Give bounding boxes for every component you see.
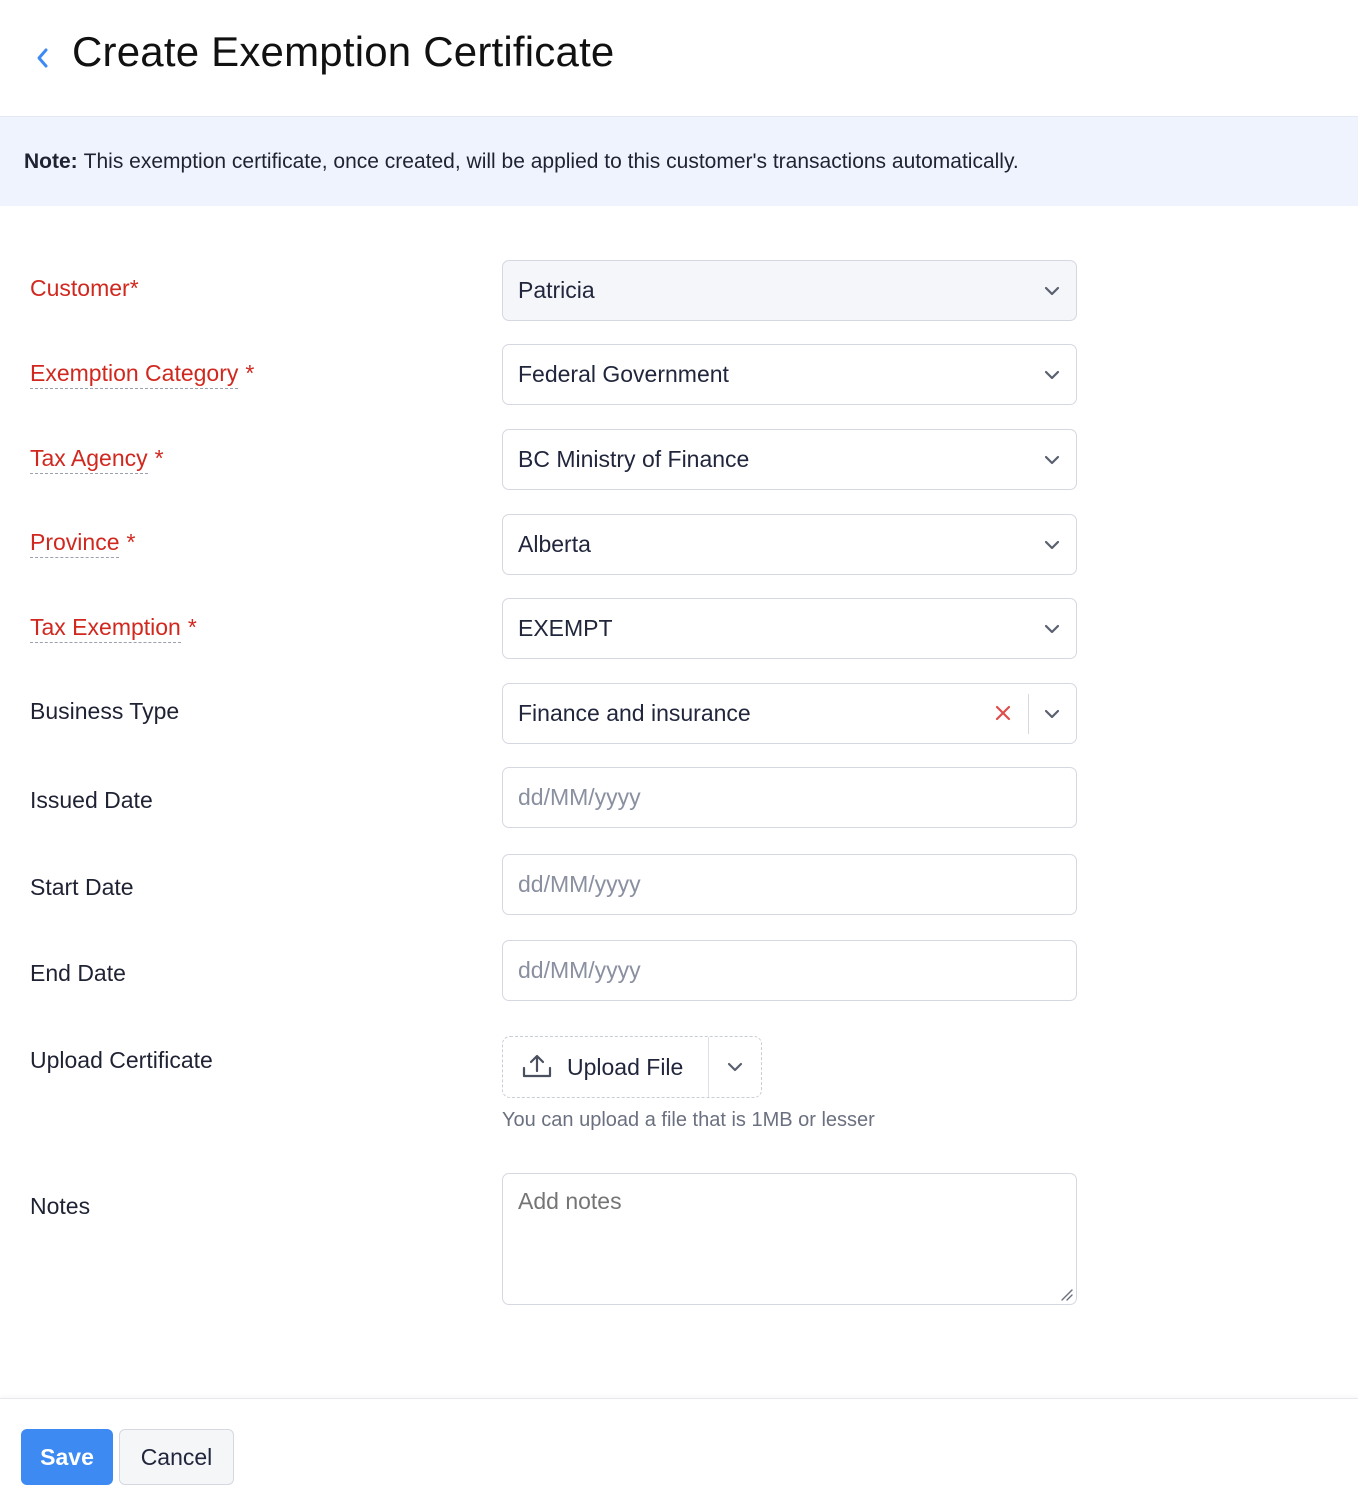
- tax-agency-select[interactable]: [502, 429, 1077, 490]
- issued-date-placeholder: dd/MM/yyyy: [518, 784, 641, 810]
- province-value: Alberta: [518, 531, 591, 557]
- business-type-value: Finance and insurance: [518, 700, 751, 726]
- note-prefix: Note:: [24, 149, 78, 173]
- cancel-button[interactable]: Cancel: [119, 1429, 234, 1485]
- notes-label: Notes: [30, 1193, 91, 1219]
- chevron-down-icon: [1042, 704, 1062, 724]
- resize-grip-icon[interactable]: [1058, 1286, 1074, 1302]
- chevron-down-icon: [1042, 535, 1062, 555]
- end-date-input[interactable]: [502, 940, 1077, 1001]
- tax-agency-label: [30, 445, 164, 472]
- chevron-down-icon: [1042, 450, 1062, 470]
- page-header: [0, 0, 1358, 116]
- save-button[interactable]: Save: [21, 1429, 113, 1485]
- customer-select[interactable]: [502, 260, 1077, 321]
- required-star: *: [187, 614, 197, 640]
- required-star: *: [245, 360, 255, 386]
- tax-exemption-label: [30, 614, 197, 641]
- note-text: This exemption certificate, once created, will be applied to this customer's transactions automatically.: [83, 149, 1019, 173]
- business-type-select[interactable]: [502, 683, 1077, 744]
- upload-file-label: Upload File: [567, 1053, 684, 1080]
- upload-hint: You can upload a file that is 1MB or lesser: [502, 1109, 875, 1131]
- customer-label: [30, 275, 139, 302]
- notes-textarea[interactable]: [502, 1173, 1077, 1305]
- customer-label-text: Customer*: [30, 275, 139, 301]
- chevron-down-icon: [725, 1057, 745, 1077]
- exemption-category-label-text: Exemption Category: [30, 360, 238, 389]
- end-date-label: End Date: [30, 960, 126, 986]
- tax-agency-label-text: Tax Agency: [30, 445, 148, 474]
- business-type-label: Business Type: [30, 698, 180, 724]
- chevron-down-icon: [1042, 619, 1062, 639]
- tax-exemption-label-text: Tax Exemption: [30, 614, 181, 643]
- customer-value: Patricia: [518, 277, 595, 303]
- issued-date-input[interactable]: [502, 767, 1077, 828]
- exemption-category-label: [30, 360, 254, 387]
- upload-file-control: [502, 1036, 762, 1098]
- start-date-placeholder: dd/MM/yyyy: [518, 871, 641, 897]
- divider: [1028, 694, 1029, 734]
- start-date-label: Start Date: [30, 874, 134, 900]
- upload-certificate-label: Upload Certificate: [30, 1047, 213, 1073]
- upload-options-dropdown[interactable]: [709, 1037, 761, 1097]
- chevron-left-icon: [34, 46, 50, 70]
- clear-icon[interactable]: [992, 702, 1014, 724]
- end-date-placeholder: dd/MM/yyyy: [518, 957, 641, 983]
- province-label: [30, 529, 135, 556]
- province-select[interactable]: [502, 514, 1077, 575]
- required-star: *: [126, 529, 136, 555]
- issued-date-label: Issued Date: [30, 787, 153, 813]
- tax-exemption-select[interactable]: [502, 598, 1077, 659]
- page-title: Create Exemption Certificate: [72, 28, 615, 75]
- form-footer: [0, 1398, 1358, 1508]
- required-star: *: [154, 445, 164, 471]
- start-date-input[interactable]: [502, 854, 1077, 915]
- exemption-category-select[interactable]: [502, 344, 1077, 405]
- upload-icon: [521, 1054, 553, 1080]
- province-label-text: Province: [30, 529, 119, 558]
- chevron-down-icon: [1042, 281, 1062, 301]
- exemption-category-value: Federal Government: [518, 361, 729, 387]
- tax-agency-value: BC Ministry of Finance: [518, 446, 750, 472]
- upload-file-button[interactable]: [503, 1037, 708, 1097]
- back-button[interactable]: [28, 40, 56, 76]
- info-note: [0, 116, 1358, 206]
- chevron-down-icon: [1042, 365, 1062, 385]
- tax-exemption-value: EXEMPT: [518, 615, 613, 641]
